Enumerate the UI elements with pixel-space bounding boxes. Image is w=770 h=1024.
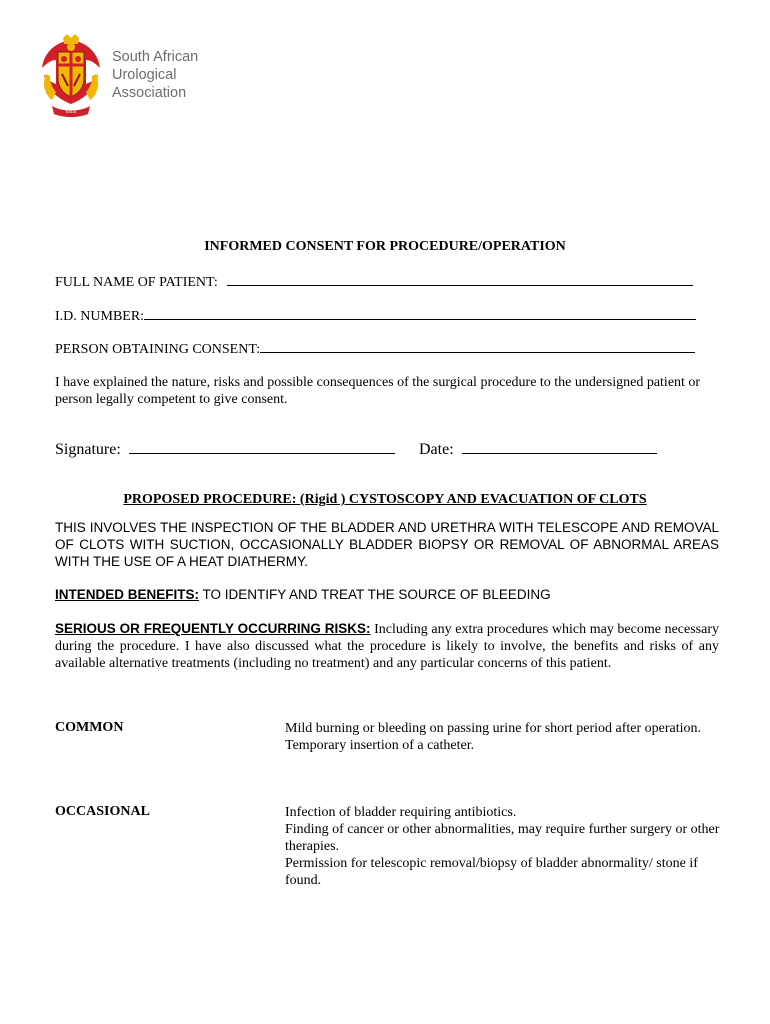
common-risks-list xyxy=(285,720,725,754)
id-number-label: I.D. NUMBER: xyxy=(55,309,145,324)
person-obtaining-consent-field xyxy=(55,340,695,358)
org-name-line-1: South African xyxy=(112,49,199,65)
occasional-risks-list xyxy=(285,804,725,889)
occasional-risks-label: OCCASIONAL xyxy=(55,804,150,819)
intended-benefits xyxy=(55,586,719,603)
common-risk-item: Mild burning or bleeding on passing urine for short period after operation. xyxy=(285,721,702,736)
organization-name xyxy=(112,48,198,102)
id-number-input-line[interactable] xyxy=(144,307,696,320)
signature-label: Signature: xyxy=(55,441,121,458)
date-field xyxy=(419,441,657,459)
occasional-risk-item: Permission for telescopic removal/biopsy of bladder abnormality/ stone if found. xyxy=(285,856,698,888)
id-number-field xyxy=(55,307,696,325)
intended-benefits-label: INTENDED BENEFITS: xyxy=(55,587,200,602)
full-name-label: FULL NAME OF PATIENT: xyxy=(55,275,218,290)
full-name-field xyxy=(55,273,693,291)
signature-field xyxy=(55,441,395,459)
org-name-line-3: Association xyxy=(112,85,187,101)
occasional-risk-item: Finding of cancer or other abnormalities, may require further surgery or other therapies. xyxy=(285,822,720,854)
common-risks-label: COMMON xyxy=(55,720,124,735)
date-input-line[interactable] xyxy=(462,441,657,454)
risks-label: SERIOUS OR FREQUENTLY OCCURRING RISKS: xyxy=(55,621,371,636)
association-crest-logo xyxy=(38,34,104,118)
proposed-procedure-title: PROPOSED PROCEDURE: (Rigid ) CYSTOSCOPY AND EVACUATION OF CLOTS xyxy=(123,492,647,507)
full-name-input-line[interactable] xyxy=(227,273,693,286)
common-risk-item: Temporary insertion of a catheter. xyxy=(285,738,475,753)
logo-motto: SAUA xyxy=(65,109,77,114)
risks-paragraph xyxy=(55,620,719,672)
signature-input-line[interactable] xyxy=(129,441,395,454)
intended-benefits-text: TO IDENTIFY AND TREAT THE SOURCE OF BLEEDING xyxy=(202,587,551,602)
date-label: Date: xyxy=(419,441,454,458)
person-obtaining-consent-input-line[interactable] xyxy=(260,340,695,353)
person-obtaining-consent-label: PERSON OBTAINING CONSENT: xyxy=(55,342,261,357)
occasional-risk-item: Infection of bladder requiring antibiotics. xyxy=(285,805,517,820)
explanation-paragraph: I have explained the nature, risks and possible consequences of the surgical procedure to the undersigned patient or person legally competent to give consent. xyxy=(55,375,701,407)
risks-text: Including any extra procedures which may become necessary during the procedure. I have also discussed what the procedure is likely to involve, the benefits and risks of any available alternative treatments (including no treatment) and any particular concerns of this patient. xyxy=(55,622,719,671)
form-title: INFORMED CONSENT FOR PROCEDURE/OPERATION xyxy=(204,239,566,254)
org-name-line-2: Urological xyxy=(112,67,177,83)
procedure-description: THIS INVOLVES THE INSPECTION OF THE BLADDER AND URETHRA WITH TELESCOPE AND REMOVAL OF CLOTS WITH SUCTION, OCCASIONALLY BLADDER BIOPSY OR REMOVAL OF ABNORMAL AREAS WITH THE USE OF A HEAT DIATHERMY. xyxy=(55,520,719,569)
header xyxy=(38,34,198,118)
